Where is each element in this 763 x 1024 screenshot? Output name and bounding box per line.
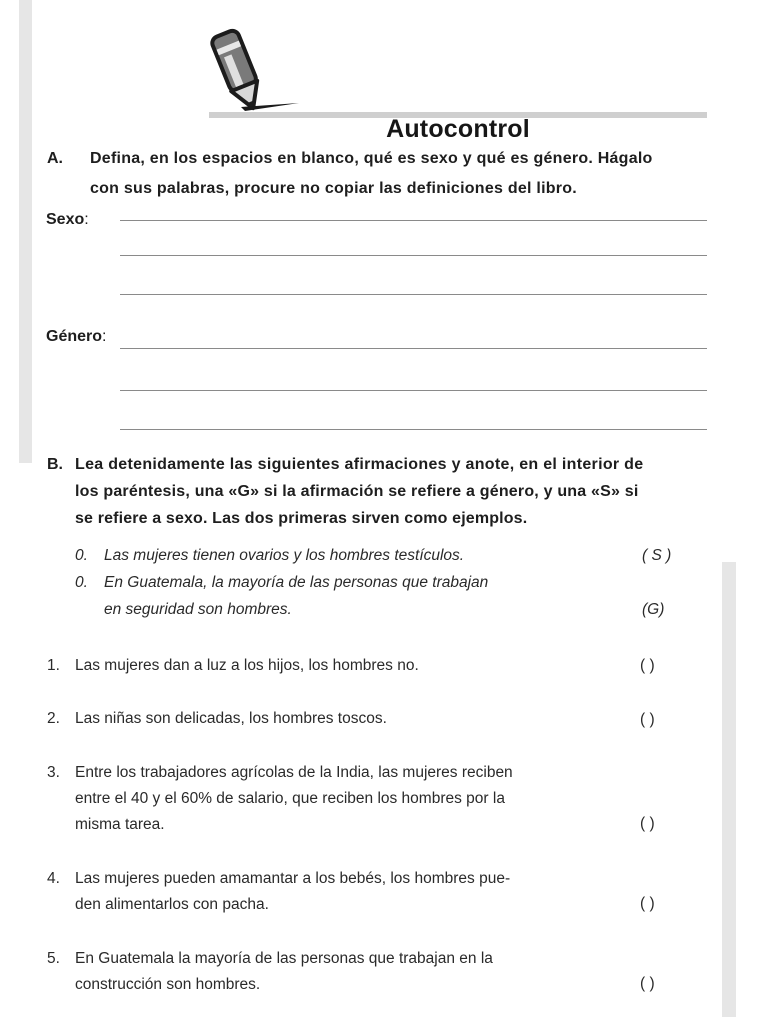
item-number: 4.: [47, 870, 60, 887]
item-text: entre el 40 y el 60% de salario, que reciben los hombres por la: [75, 790, 505, 807]
section-a-letter: A.: [47, 150, 63, 167]
right-margin-bar: [722, 562, 736, 1017]
item-text: construcción son hombres.: [75, 976, 261, 993]
item-number: 3.: [47, 764, 60, 781]
sexo-answer-line[interactable]: [120, 294, 707, 295]
section-b-instruction-line: se refiere a sexo. Las dos primeras sirven como ejemplos.: [75, 510, 528, 527]
example-number: 0.: [75, 574, 88, 591]
section-b-instruction-line: Lea detenidamente las siguientes afirmaciones y anote, en el interior de: [75, 456, 644, 473]
example-number: 0.: [75, 547, 88, 564]
pencil-icon: [203, 27, 303, 112]
item-answer-box[interactable]: ( ): [640, 975, 655, 992]
genero-answer-line[interactable]: [120, 429, 707, 430]
sexo-label: Sexo:: [46, 211, 89, 228]
page-title: Autocontrol: [386, 115, 530, 143]
example-text: en seguridad son hombres.: [104, 601, 292, 618]
example-answer: (G): [642, 601, 665, 618]
section-b-instruction-line: los paréntesis, una «G» si la afirmación se refiere a género, y una «S» si: [75, 483, 639, 500]
item-answer-box[interactable]: ( ): [640, 657, 655, 674]
example-answer: ( S ): [642, 547, 672, 564]
example-text: Las mujeres tienen ovarios y los hombres testículos.: [104, 547, 465, 564]
item-text: Las mujeres dan a luz a los hijos, los hombres no.: [75, 657, 419, 674]
sexo-answer-line[interactable]: [120, 255, 707, 256]
item-text: misma tarea.: [75, 816, 165, 833]
item-answer-box[interactable]: ( ): [640, 895, 655, 912]
section-b-letter: B.: [47, 456, 63, 473]
left-margin-bar: [19, 0, 32, 463]
example-text: En Guatemala, la mayoría de las personas que trabajan: [104, 574, 489, 591]
item-number: 2.: [47, 710, 60, 727]
section-a-instruction-line: con sus palabras, procure no copiar las definiciones del libro.: [90, 180, 577, 197]
item-answer-box[interactable]: ( ): [640, 815, 655, 832]
section-a-instruction-line: Defina, en los espacios en blanco, qué es sexo y qué es género. Hágalo: [90, 150, 653, 167]
genero-label: Género:: [46, 328, 107, 345]
item-text: Las niñas son delicadas, los hombres toscos.: [75, 710, 387, 727]
item-text: En Guatemala la mayoría de las personas que trabajan en la: [75, 950, 493, 967]
item-text: Las mujeres pueden amamantar a los bebés, los hombres pue-: [75, 870, 511, 887]
item-number: 5.: [47, 950, 60, 967]
item-text: den alimentarlos con pacha.: [75, 896, 269, 913]
item-number: 1.: [47, 657, 60, 674]
item-text: Entre los trabajadores agrícolas de la India, las mujeres reciben: [75, 764, 513, 781]
sexo-answer-line[interactable]: [120, 220, 707, 221]
item-answer-box[interactable]: ( ): [640, 711, 655, 728]
genero-answer-line[interactable]: [120, 390, 707, 391]
genero-answer-line[interactable]: [120, 348, 707, 349]
